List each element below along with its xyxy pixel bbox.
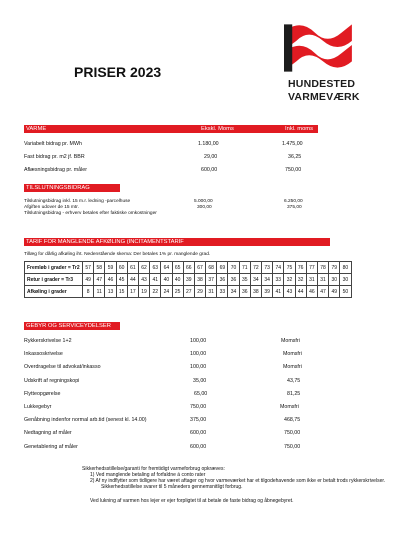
table-cell: 27 (183, 286, 194, 298)
table-row (25, 274, 352, 286)
table-cell: 22 (150, 286, 161, 298)
gebyr-row-amount: 100,00 (190, 338, 207, 344)
table-cell: 57 (83, 262, 94, 274)
table-cell: 49 (329, 286, 340, 298)
table-cell: 36 (217, 274, 228, 286)
table-cell: 17 (127, 286, 138, 298)
table-cell: 31 (206, 286, 217, 298)
varme-row-incl: 1.475,00 (282, 141, 303, 147)
gebyr-row-amount: 100,00 (190, 351, 207, 357)
table-cell: 73 (262, 262, 273, 274)
table-cell: 75 (284, 262, 295, 274)
logo-text-line1: HUNDESTED (288, 78, 356, 90)
gebyr-row-amount: 100,00 (190, 364, 207, 370)
table-cell: 34 (250, 274, 261, 286)
gebyr-row-label: Nedtagning af måler (24, 430, 72, 436)
company-logo-mark (284, 18, 356, 76)
table-cell: 76 (295, 262, 306, 274)
table-cell: 30 (329, 274, 340, 286)
table-cell: 70 (228, 262, 239, 274)
table-cell: 72 (250, 262, 261, 274)
notes-item-2: 2) Af ny indflytter som tidligere har været aftager og hvor varmeværket har et tilgodehavende som ikke er betalt trods rykkerskrivelser. (90, 478, 386, 484)
notes-intro: Sikkerhedsstillelse/garanti for fremtidigt varmeforbrug opkræves: (82, 466, 225, 472)
table-cell: 44 (295, 286, 306, 298)
notes-item-2-cont: Sikkerhedsstillelse svarer til 5 måneders gennemsnitligt forbrug. (101, 484, 243, 490)
row-label: Retur i grader = Tr3 (25, 274, 83, 286)
row-label: Afkøling i grader (25, 286, 83, 298)
table-cell: 46 (105, 274, 116, 286)
table-cell: 80 (340, 262, 351, 274)
gebyr-row-label: Inkassoskrivelse (24, 351, 63, 357)
table-cell: 31 (306, 274, 317, 286)
row-label: Fremløb i grader = Tr2 (25, 262, 83, 274)
gebyr-row-moms: 750,00 (284, 444, 301, 450)
table-cell: 44 (127, 274, 138, 286)
table-cell: 25 (172, 286, 183, 298)
table-cell: 34 (228, 286, 239, 298)
varme-row-excl: 29,00 (204, 154, 218, 160)
table-cell: 11 (94, 286, 105, 298)
table-cell: 74 (273, 262, 284, 274)
table-cell: 43 (138, 274, 149, 286)
varme-row-excl: 1.180,00 (198, 141, 219, 147)
gebyr-row-label: Udskrift af regningskopi (24, 378, 80, 384)
table-cell: 61 (127, 262, 138, 274)
table-cell: 77 (306, 262, 317, 274)
table-cell: 37 (206, 274, 217, 286)
varme-row-incl: 36,25 (288, 154, 302, 160)
gebyr-row-label: Genetablering af måler (24, 444, 78, 450)
tilslutning-row-label: Tilslutningsbidrag inkl. 15 m.r. ledning -parcelhuse (24, 199, 131, 204)
notes-closing: Ved lukning af varmen hos lejer er ejer forpligtet til at betale de faste bidrag og åbnegebyret. (90, 498, 294, 504)
table-cell: 40 (161, 274, 172, 286)
table-cell: 45 (116, 274, 127, 286)
gebyr-row-moms: Momsfri (283, 351, 302, 357)
table-cell: 79 (329, 262, 340, 274)
tarif-intro: Tillæg for dårlig afkøling iht. Nedenstående skema: Der betales 1% pr. manglende grad. (24, 252, 211, 257)
table-cell: 39 (183, 274, 194, 286)
table-row (25, 286, 352, 298)
table-cell: 66 (183, 262, 194, 274)
table-cell: 32 (284, 274, 295, 286)
tilslutning-row-excl: 5.000,00 (194, 199, 213, 204)
tilslutning-row-excl: 300,00 (197, 205, 212, 210)
table-cell: 78 (317, 262, 328, 274)
table-cell: 47 (317, 286, 328, 298)
tilslutning-row-label: Tilslutningsbidrag - erhverv betales efter faktiske omkostninger (24, 211, 157, 216)
gebyr-row-moms: 468,75 (284, 417, 301, 423)
table-cell: 34 (262, 274, 273, 286)
table-cell: 58 (94, 262, 105, 274)
gebyr-row-label: Rykkerskrivelse 1+2 (24, 338, 72, 344)
gebyr-row-moms: 43,75 (287, 378, 301, 384)
gebyr-row-amount: 375,00 (190, 417, 207, 423)
tilslutning-row-label: Afgiften udover de 15 mtr. (24, 205, 79, 210)
table-cell: 35 (239, 274, 250, 286)
varme-heading: VARME (26, 126, 47, 132)
gebyr-row-moms: Momsfri (283, 364, 302, 370)
gebyr-row-moms: Momsfri (280, 404, 299, 410)
gebyr-header-bar (24, 322, 120, 330)
varme-row-incl: 750,00 (285, 167, 302, 173)
table-cell: 31 (317, 274, 328, 286)
table-cell: 67 (194, 262, 205, 274)
page-title: PRISER 2023 (74, 64, 162, 80)
col-excl-heading: Ekskl. Moms (201, 126, 234, 132)
gebyr-row-amount: 35,00 (193, 378, 207, 384)
gebyr-row-amount: 750,00 (190, 404, 207, 410)
table-cell: 46 (306, 286, 317, 298)
tarif-header-bar (24, 238, 330, 246)
gebyr-row-moms: 81,25 (287, 391, 301, 397)
gebyr-row-label: Genåbning indenfor normal arb.tid (senest kl. 14.00) (24, 417, 147, 423)
table-cell: 59 (105, 262, 116, 274)
gebyr-row-amount: 600,00 (190, 430, 207, 436)
table-cell: 24 (161, 286, 172, 298)
table-cell: 32 (295, 274, 306, 286)
tilslutning-header-bar (24, 184, 120, 192)
table-cell: 49 (83, 274, 94, 286)
gebyr-row-amount: 600,00 (190, 444, 207, 450)
varme-header-bar (24, 125, 318, 133)
table-row (25, 262, 352, 274)
logo-text-line2: VARMEVÆRK (288, 91, 360, 103)
table-cell: 41 (273, 286, 284, 298)
table-cell: 47 (94, 274, 105, 286)
table-cell: 19 (138, 286, 149, 298)
gebyr-row-label: Overdragelse til advokat/inkasso (24, 364, 101, 370)
table-cell: 30 (340, 274, 351, 286)
table-cell: 15 (116, 286, 127, 298)
tilslutning-heading: TILSLUTNINGSBIDRAG (26, 185, 90, 191)
table-cell: 39 (262, 286, 273, 298)
table-cell: 62 (138, 262, 149, 274)
col-incl-heading: Inkl. moms (285, 126, 314, 132)
table-cell: 41 (150, 274, 161, 286)
table-cell: 71 (239, 262, 250, 274)
gebyr-heading: GEBYR OG SERVICEYDELSER (26, 323, 111, 329)
table-cell: 33 (273, 274, 284, 286)
varme-row-label: Variabelt bidrag pr. MWh (24, 141, 82, 147)
table-cell: 40 (172, 274, 183, 286)
table-cell: 8 (83, 286, 94, 298)
table-cell: 60 (116, 262, 127, 274)
table-cell: 69 (217, 262, 228, 274)
tilslutning-row-incl: 6.250,00 (284, 199, 303, 204)
table-cell: 64 (161, 262, 172, 274)
table-cell: 38 (250, 286, 261, 298)
table-cell: 29 (194, 286, 205, 298)
tilslutning-row-incl: 375,00 (287, 205, 302, 210)
gebyr-row-moms: 750,00 (284, 430, 301, 436)
table-cell: 63 (150, 262, 161, 274)
table-cell: 43 (284, 286, 295, 298)
afkoling-table (24, 261, 352, 298)
tarif-heading: TARIF FOR MANGLENDE AFKØLING (INCITAMENTSTARIF (26, 239, 184, 245)
notes-item-1: 1) Ved manglende betaling af forfaldne á conto rater (90, 472, 206, 478)
gebyr-row-moms: Momsfri (281, 338, 300, 344)
varme-row-label: Aflæsningsbidrag pr. måler (24, 167, 88, 173)
table-cell: 68 (206, 262, 217, 274)
table-cell: 36 (239, 286, 250, 298)
gebyr-row-label: Flytteopgørelse (24, 391, 61, 397)
varme-row-label: Fast bidrag pr. m2 jf. BBR (24, 154, 85, 160)
varme-row-excl: 600,00 (201, 167, 218, 173)
table-cell: 13 (105, 286, 116, 298)
gebyr-row-label: Lukkegebyr (24, 404, 52, 410)
table-cell: 65 (172, 262, 183, 274)
table-cell: 36 (228, 274, 239, 286)
gebyr-row-amount: 65,00 (194, 391, 208, 397)
table-cell: 33 (217, 286, 228, 298)
table-cell: 50 (340, 286, 351, 298)
table-cell: 38 (194, 274, 205, 286)
